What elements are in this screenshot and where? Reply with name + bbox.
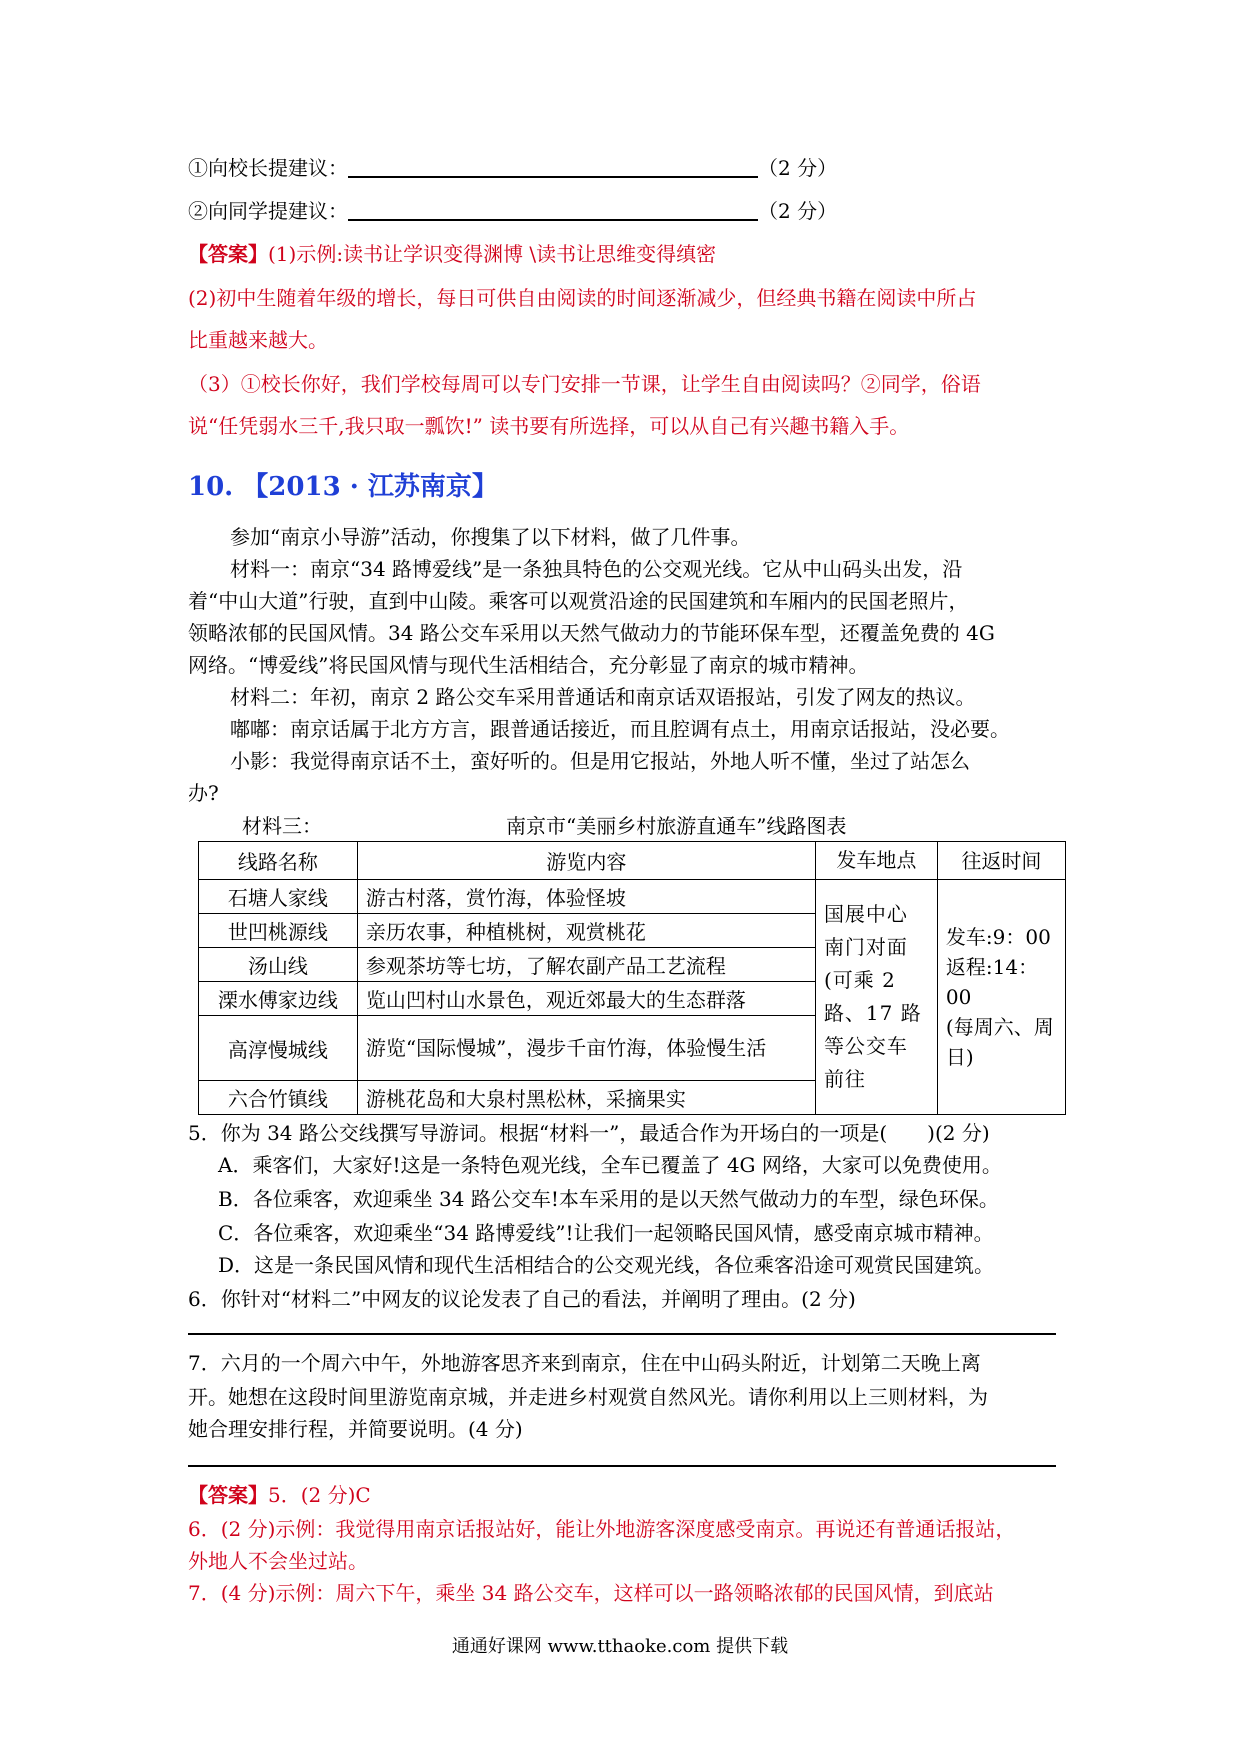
table-row [199,880,1066,914]
material2-line: 嘟嘟：南京话属于北方方言，跟普通话接近，而且腔调有点土，用南京话报站，没必要。 [230,717,1010,741]
answer-tag: 【答案】 [188,242,268,266]
route-name: 高淳慢城线 [199,1016,358,1081]
return-time: 返程:14：00 [945,955,1039,1009]
q5-option-c: C．各位乘客，欢迎乘坐“34 路博爱线”!让我们一起领略民国风情，感受南京城市精神。 [218,1221,994,1245]
route-content: 参观茶坊等七坊，了解农副产品工艺流程 [357,948,815,982]
q5-option-b: B．各位乘客，欢迎乘坐 34 路公交车!本车采用的是以天然气做动力的车型，绿色环保。 [218,1187,999,1211]
answer-line [188,1333,1056,1335]
material2-line: 办? [188,781,219,805]
answer-2-line-2: 比重越来越大。 [188,328,328,352]
answer-3-line-1: （3）①校长你好，我们学校每周可以专门安排一节课，让学生自由阅读吗？②同学，俗语 [188,372,981,396]
answer-1-text: (1)示例:读书让学识变得渊博 \读书让思维变得缜密 [268,242,717,266]
answer-1-line-1 [188,238,716,267]
answer-6-line-1: 6．(2 分)示例：我觉得用南京话报站好，能让外地游客深度感受南京。再说还有普通话报站， [188,1517,1016,1541]
intro-text: 参加“南京小导游”活动，你搜集了以下材料，做了几件事。 [230,525,751,549]
depart-time: 发车:9：00 [945,925,1051,949]
q5-option-d: D．这是一条民国风情和现代生活相结合的公交观光线，各位乘客沿途可观赏民国建筑。 [218,1253,995,1277]
material3-label: 材料三： [242,814,322,838]
section-number: 10. [188,472,234,502]
q7-line: 开。她想在这段时间里游览南京城，并走进乡村观赏自然风光。请你利用以上三则材料，为 [188,1385,988,1409]
material1-line: 材料一：南京“34 路博爱线”是一条独具特色的公交观光线。它从中山码头出发，沿 [230,557,963,581]
table-title: 南京市“美丽乡村旅游直通车”线路图表 [506,814,847,838]
score-label: （2 分） [758,156,838,180]
answer-5-line [188,1479,371,1508]
round-trip-time [937,880,1065,1115]
material2-line: 材料二：年初，南京 2 路公交车采用普通话和南京话双语报站，引发了网友的热议。 [230,685,976,709]
departure-place: 国展中心南门对面(可乘 2 路、17 路等公交车前往 [815,880,937,1115]
route-content: 游古村落，赏竹海，体验怪坡 [357,880,815,914]
q7-line: 7．六月的一个周六中午，外地游客思齐来到南京，住在中山码头附近，计划第二天晚上离 [188,1351,981,1375]
header-cell: 线路名称 [199,842,358,880]
route-table [198,841,1066,1115]
route-name: 世凹桃源线 [199,914,358,948]
q7-line: 她合理安排行程，并简要说明。(4 分) [188,1417,523,1441]
route-content: 游览“国际慢城”，漫步千亩竹海，体验慢生活 [357,1016,815,1081]
answer-7-line-1: 7．(4 分)示例：周六下午，乘坐 34 路公交车，这样可以一路领略浓郁的民国风情，到底站 [188,1581,994,1605]
material2-line: 小影：我觉得南京话不土，蛮好听的。但是用它报站，外地人听不懂，坐过了站怎么 [230,749,970,773]
answer-5-text: 5．(2 分)C [268,1483,371,1507]
page-footer: 通通好课网 www.tthaoke.com 提供下载 [451,1636,789,1657]
route-content: 览山凹村山水景色，观近郊最大的生态群落 [357,982,815,1016]
header-cell: 游览内容 [357,842,815,880]
table-header-row [199,842,1066,880]
header-cell: 发车地点 [815,842,937,880]
answer-3-line-2: 说“任凭弱水三千,我只取一瓢饮!” 读书要有所选择，可以从自己有兴趣书籍入手。 [188,414,910,438]
suggestion-classmates-label: ②向同学提建议： [188,199,348,223]
material1-line: 领略浓郁的民国风情。34 路公交车采用以天然气做动力的节能环保车型，还覆盖免费的 4G [188,621,995,645]
schedule-days: (每周六、周日) [945,1015,1054,1069]
answer-blank [348,156,758,178]
q5-option-a: A．乘客们，大家好!这是一条特色观光线，全车已覆盖了 4G 网络，大家可以免费使用。 [218,1153,1002,1177]
route-content: 亲历农事，种植桃树，观赏桃花 [357,914,815,948]
score-label: （2 分） [758,199,838,223]
route-name: 汤山线 [199,948,358,982]
suggestion-principal-label: ①向校长提建议： [188,156,348,180]
material1-line: 着“中山大道”行驶，直到中山陵。乘客可以观赏沿途的民国建筑和车厢内的民国老照片， [188,589,969,613]
section-heading [188,466,498,503]
section-title: 【2013 · 江苏南京】 [242,472,498,502]
material1-line: 网络。“博爱线”将民国风情与现代生活相结合，充分彰显了南京的城市精神。 [188,653,869,677]
suggestion-classmates-line [188,195,837,224]
route-name: 六合竹镇线 [199,1081,358,1115]
route-name: 溧水傅家边线 [199,982,358,1016]
suggestion-principal-line [188,152,837,181]
answer-line [188,1465,1056,1467]
q6-stem: 6．你针对“材料二”中网友的议论发表了自己的看法，并阐明了理由。(2 分) [188,1287,856,1311]
header-cell: 往返时间 [937,842,1065,880]
answer-6-line-2: 外地人不会坐过站。 [188,1549,368,1573]
route-content: 游桃花岛和大泉村黑松林，采摘果实 [357,1081,815,1115]
answer-2-line-1: (2)初中生随着年级的增长，每日可供自由阅读的时间逐渐减少，但经典书籍在阅读中所占 [188,286,977,310]
route-name: 石塘人家线 [199,880,358,914]
answer-tag: 【答案】 [188,1483,268,1507]
q5-stem: 5．你为 34 路公交线撰写导游词。根据“材料一”，最适合作为开场白的一项是( )(2 分) [188,1121,990,1145]
answer-blank [348,199,758,221]
